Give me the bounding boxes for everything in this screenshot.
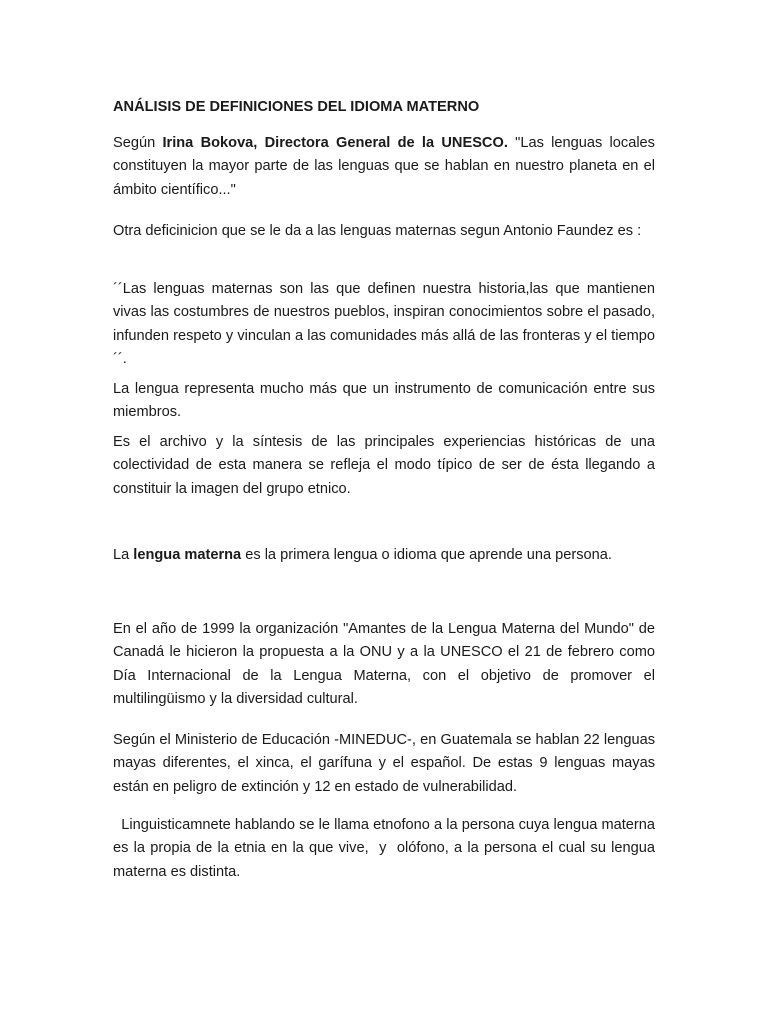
paragraph-faundez-intro: Otra deficinicion que se le da a las lenguas maternas segun Antonio Faundez es :: [113, 223, 642, 239]
paragraph-archivo-sintesis: Es el archivo y la síntesis de las principales experiencias históricas de una colectividad de esta manera se refleja el modo típico de ser de ésta llegando a constituir la imagen del grupo etnico.: [113, 434, 655, 497]
bold-term: lengua materna: [133, 547, 242, 563]
paragraph-dia-internacional: En el año de 1999 la organización "Amantes de la Lengua Materna del Mundo" de Canadá le hicieron la propuesta a la ONU y a la UNESCO el 21 de febrero como Día Internacional de la Lengua Materna, con el objetivo de promover el multilingüismo y la diversidad cultural.: [113, 621, 655, 708]
document-title: ANÁLISIS DE DEFINICIONES DEL IDIOMA MATERNO: [113, 99, 480, 115]
paragraph-bokova-quote: [113, 132, 655, 202]
document-page: [113, 96, 660, 880]
paragraph-lead: Según: [113, 135, 163, 151]
paragraph-lengua-materna-definition: [113, 544, 655, 567]
paragraph-lead: La: [113, 547, 134, 563]
bold-author-name: Irina Bokova, Directora General de la UNESCO.: [162, 135, 508, 151]
paragraph-mineduc: Según el Ministerio de Educación -MINEDUC-, en Guatemala se hablan 22 lenguas mayas diferentes, el xinca, el garífuna y el español. De estas 9 lenguas mayas están en peligro de extinción y 12 en estado de vulnerabilidad.: [113, 732, 655, 795]
paragraph-lengua-representa: La lengua representa mucho más que un instrumento de comunicación entre sus miembros.: [113, 381, 655, 421]
paragraph-rest: "Las lenguas locales constituyen la mayor parte de las lenguas que se hablan en nuestro planeta en el ámbito científico...": [113, 135, 655, 198]
paragraph-faundez-quote: ´´Las lenguas maternas son las que definen nuestra historia,las que mantienen vivas las costumbres de nuestros pueblos, inspiran conocimientos sobre el pasado, infunden respeto y vinculan a las comunidades más allá de las fronteras y el tiempo´´.: [113, 281, 655, 368]
paragraph-rest: es la primera lengua o idioma que aprende una persona.: [241, 547, 612, 563]
paragraph-etnofono: Linguisticamnete hablando se le llama etnofono a la persona cuya lengua materna es la propia de la etnia en la que vive, y olófono, a la persona el cual su lengua materna es distinta.: [113, 817, 660, 880]
